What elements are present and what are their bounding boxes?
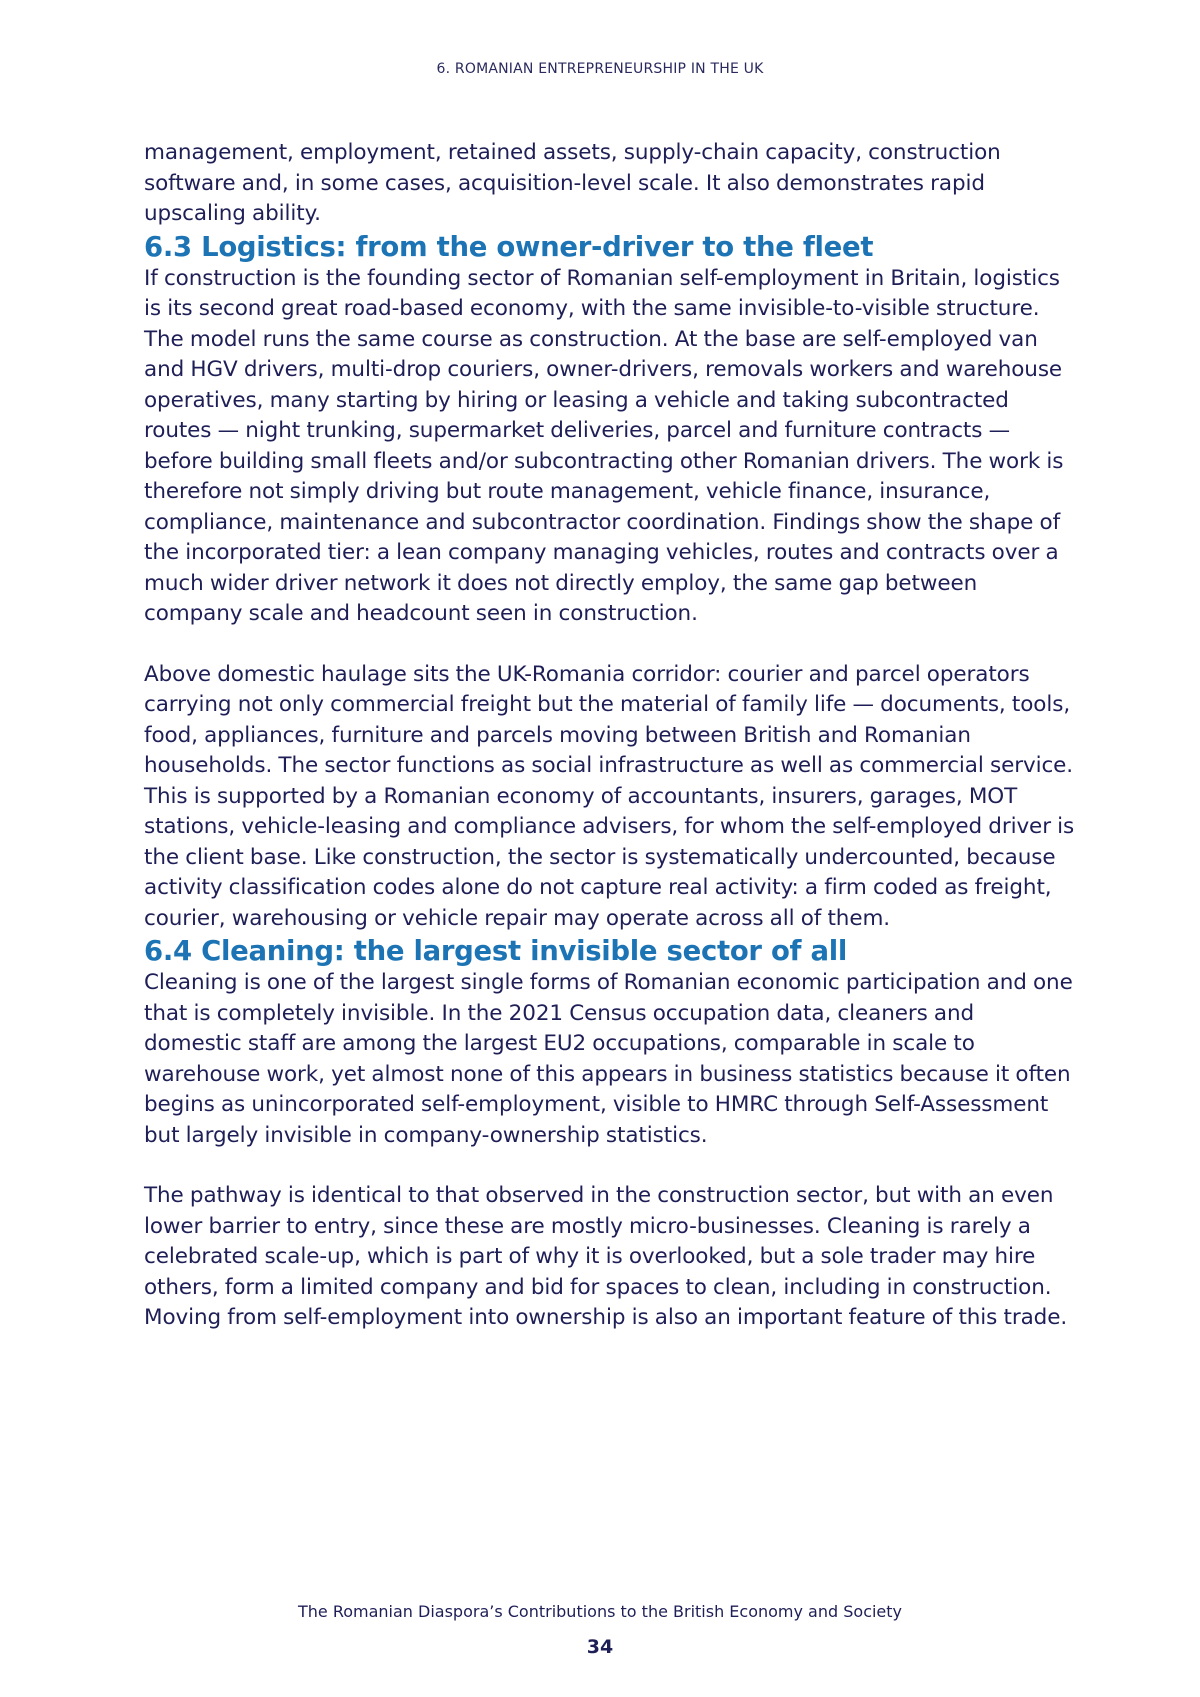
running-header: 6. ROMANIAN ENTREPRENEURSHIP IN THE UK: [436, 61, 764, 77]
section-6-4-paragraph-2: The pathway is identical to that observed in the construction sector, but with an even lower barrier to entry, since these are mostly micro-businesses. Cleaning is rarely a celebrated scale-up, which is part of why it is overlooked, but a sole trader may hire others, form a limited company and bid for spaces to clean, including in construction. Moving from self-employment into ownership is also an important feature of this trade.: [144, 1183, 1068, 1330]
section-6-3-paragraph-2: Above domestic haulage sits the UK-Romania corridor: courier and parcel operators carrying not only commercial freight but the material of family life — documents, tools, food, appliances, furniture and parcels moving between British and Romanian households. The sector functions as social infrastructure as well as commercial service. This is supported by a Romanian economy of accountants, insurers, garages, MOT stations, vehicle-leasing and compliance advisers, for whom the self-employed driver is the client base. Like construction, the sector is systematically undercounted, because activity classification codes alone do not capture real activity: a firm coded as freight, courier, warehousing or vehicle repair may operate across all of them.: [144, 661, 1075, 931]
section-heading-6-4: 6.4 Cleaning: the largest invisible sector of all: [144, 935, 847, 967]
section-heading-6-3: 6.3 Logistics: from the owner-driver to the fleet: [144, 230, 874, 263]
running-footer: The Romanian Diaspora’s Contributions to the British Economy and Society: [297, 1602, 903, 1621]
page-number: 34: [586, 1636, 614, 1658]
section-6-3-paragraph-1: If construction is the founding sector of Romanian self-employment in Britain, logistics is its second great road-based economy, with the same invisible-to-visible structure. The model runs the same course as construction. At the base are self-employed van and HGV drivers, multi-drop couriers, owner-drivers, removals workers and warehouse operatives, many starting by hiring or leasing a vehicle and taking subcontracted routes — night trunking, supermarket deliveries, parcel and furniture contracts — before building small fleets and/or subcontracting other Romanian drivers. The work is therefore not simply driving but route management, vehicle finance, insurance, compliance, maintenance and subcontractor coordination. Findings show the shape of the incorporated tier: a lean company managing vehicles, routes and contracts over a much wider driver network it does not directly employ, the same gap between company scale and headcount seen in construction.: [144, 265, 1064, 626]
section-6-4-paragraph-1: Cleaning is one of the largest single forms of Romanian economic participation and one that is completely invisible. In the 2021 Census occupation data, cleaners and domestic staff are among the largest EU2 occupations, comparable in scale to warehouse work, yet almost none of this appears in business statistics because it often begins as unincorporated self-employment, visible to HMRC through Self-Assessment but largely invisible in company-ownership statistics.: [144, 970, 1073, 1148]
page-content: [144, 138, 1076, 1334]
intro-paragraph: management, employment, retained assets, supply-chain capacity, construction software and, in some cases, acquisition-level scale. It also demonstrates rapid upscaling ability.: [144, 140, 1001, 226]
